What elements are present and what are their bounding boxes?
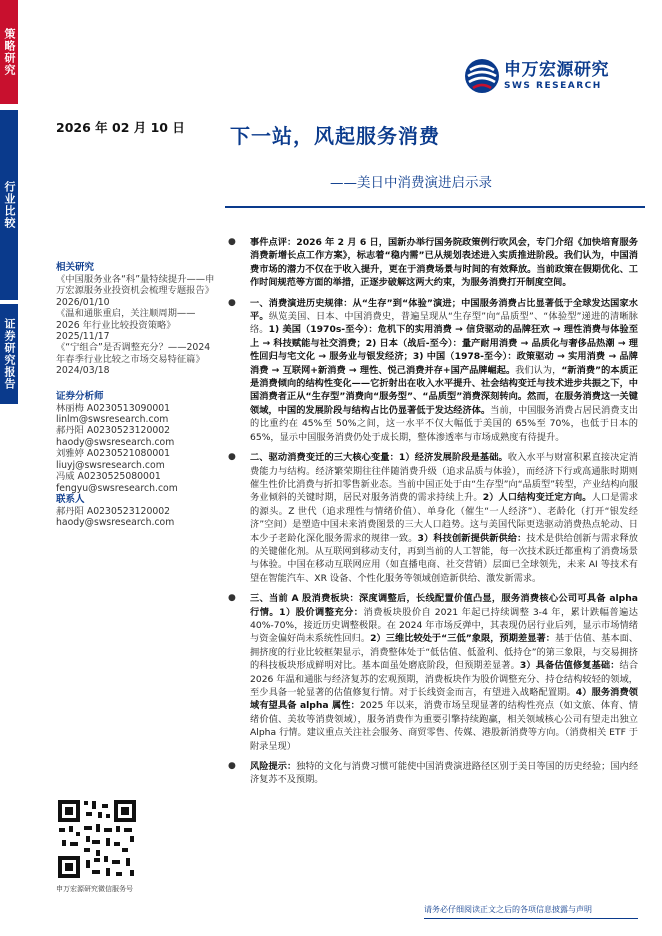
analyst-name: 林丽梅 A0230513090001 bbox=[56, 402, 171, 414]
paragraph-event bbox=[226, 236, 638, 290]
bullet-icon: ● bbox=[228, 297, 236, 308]
bullet-icon: ● bbox=[228, 761, 236, 772]
contact-name: 郝丹阳 A0230523120002 bbox=[56, 505, 171, 517]
company-logo bbox=[464, 56, 644, 96]
report-subtitle: ——美日中消费演进启示录 bbox=[330, 175, 492, 191]
paragraph-text-bold: 风险提示： bbox=[250, 761, 297, 773]
paragraph-text: 纵览美国、日本、中国消费史，普遍呈现从“生存型”向“品质型”、“体验型”递进的清晰脉络。 bbox=[250, 311, 638, 336]
paragraph-text-bold: 1) 美国（1970s-至今）：危机下的实用消费 → 信贷驱动的品牌狂欢 → 理性消费与体验至上 → 科技赋能与社交消费；2) 日本（战后-至今）：量产耐用消费 → 品质化与奢侈品热潮 → 理性回归与宅文化 → 服务业与银发经济；3) 中国（1978-至今）：政策驱动 → 实用消费 → 品牌消费 → 互联网+新消费 → 理性、悦己消费并存+国产品牌崛起。 bbox=[250, 324, 639, 376]
paragraph-text: 当前，中国服务消费占居民消费支出的比重约在 45%至 50%之间，这一水平不仅大幅低于美国的 65%至 70%，也低于日本的 65%，显示中国服务消费仍处于成长期，整体渗透率与市场成熟度有待提升。 bbox=[250, 404, 639, 443]
paragraph-text-bold: 三、当前 A 股消费板块：深度调整后，长线配置价值凸显，服务消费核心公司可具备 alpha 行情。1）股价调整充分： bbox=[250, 593, 638, 618]
qr-caption: 申万宏源研究微信服务号 bbox=[56, 885, 133, 893]
footer-divider bbox=[424, 918, 638, 919]
side-tab-label: 策略研究 bbox=[3, 28, 16, 76]
analyst-name: 冯威 A0230525080001 bbox=[56, 471, 161, 483]
disclaimer-footer[interactable]: 请务必仔细阅读正文之后的各项信息披露与声明 bbox=[424, 905, 592, 914]
bullet-icon: ● bbox=[228, 593, 236, 604]
paragraph-text-bold: “新消费”的本质正是消费倾向的结构性变化——它折射出在收入水平提升、社会结构变迁与技术进步共振之下，中国消费者正从“生存型”消费向“服务型”、“品质型”消费深刻转向。然而，在服务消费这一关键领域，中国的发展阶段与结构占比仍显著低于发达经济体。 bbox=[250, 364, 638, 416]
analyst-email[interactable]: linlm@swsresearch.com bbox=[56, 414, 169, 426]
logo-en-text: SWS RESEARCH bbox=[504, 81, 602, 91]
related-heading: 相关研究 bbox=[56, 262, 95, 273]
paragraph-text: 技术是供给创新与需求释放的关键催化剂。从互联网到移动支付，再到当前的人工智能，每一次技术跃迁都重构了消费场景与体验。中国在移动互联网应用（如直播电商、社交营销）层面已全球领先，未来 AI 等技术有望在智能汽车、XR 设备、个性化服务等领域创造新供给、激发新需求。 bbox=[250, 532, 638, 584]
bullet-icon: ● bbox=[228, 237, 236, 247]
paragraph-risk bbox=[226, 760, 638, 787]
paragraph-text-bold: 二、驱动消费变迁的三大核心变量：1）经济发展阶段是基础。 bbox=[250, 452, 508, 464]
paragraph-text: 收入水平与财富积累直接决定消费能力与结构。经济繁荣期往往伴随消费升级（追求品质与体验），而经济下行或高通胀时期则催生性价比消费与折扣零售新业态。当前中国正处于由“生存型”向“品质型”转型，产业结构向服务业倾斜的关键时期，居民对服务消费的需求持续上升。 bbox=[250, 452, 638, 504]
paragraph-ashare bbox=[226, 592, 638, 753]
bullet-icon: ● bbox=[228, 452, 236, 463]
paragraph-history bbox=[226, 297, 638, 444]
paragraph-text-bold: 3）科技创新提供新供给： bbox=[417, 532, 527, 544]
analyst-email[interactable]: fengyu@swsresearch.com bbox=[56, 482, 178, 494]
paragraph-text-bold: 2）三维比较处于“三低”象限，预期差显著： bbox=[370, 633, 555, 645]
side-tab-industry bbox=[0, 110, 18, 300]
paragraph-text: 2025 年以来，消费市场呈现显著的结构性亮点（如文旅、体育、情绪价值、美妆等消费领域），服务消费作为重要引擎持续跑赢，相关领域核心公司有望走出独立 Alpha 行情。建议重点关注社会服务、商贸零售、传媒、港股新消费等方向。（消费相关 ETF 于附录呈现） bbox=[250, 700, 638, 752]
paragraph-text-bold: 3）具备估值修复基础： bbox=[519, 660, 620, 672]
report-date: 2026 年 02 月 10 日 bbox=[56, 120, 185, 135]
report-title: 下一站，风起服务消费 bbox=[230, 124, 440, 148]
analyst-email[interactable]: liuyj@swsresearch.com bbox=[56, 459, 165, 471]
title-divider bbox=[225, 206, 645, 208]
side-tab-label: 证券研究报告 bbox=[3, 318, 16, 390]
related-item[interactable]: 《“宁组合”是否调整充分？——2024 年春季行业比较之市场交易特征篇》 2024/03/18 bbox=[56, 342, 211, 377]
sidebar-info bbox=[56, 262, 216, 529]
paragraph-text: 结合 2026 年温和通胀与经济复苏的宏观预期，消费板块作为股价调整充分、持仓结构较轻的领域，至少具备一轮显著的估值修复行情。对于长线资金而言，有望进入战略配置期。 bbox=[250, 660, 639, 698]
paragraph-text: 独特的文化与消费习惯可能使中国消费演进路径区别于美日等国的历史经验；国内经济复苏不及预期。 bbox=[250, 761, 639, 786]
paragraph-text-bold: 一、消费演进历史规律：从“生存”到“体验”演进；中国服务消费占比显著低于全球发达国家水平。 bbox=[250, 297, 638, 323]
sws-logo-icon bbox=[464, 58, 500, 94]
side-tab-strategy bbox=[0, 0, 18, 104]
analyst-email[interactable]: haody@swsresearch.com bbox=[56, 436, 175, 448]
paragraph-text-bold: 4）服务消费领域有望具备 alpha 属性： bbox=[250, 687, 638, 712]
analyst-name: 郝丹阳 A0230523120002 bbox=[56, 425, 171, 437]
paragraph-text: 人口是需求的源头。Z 世代（追求理性与情绪价值）、单身化（催生“一人经济”）、老龄化（打开“银发经济”空间）是塑造中国未来消费图景的三大人口趋势。这与美国代际更迭驱动消费热点轮动、日本少子老龄化深化服务需求的规律一致。 bbox=[250, 492, 638, 544]
qr-code-icon bbox=[56, 798, 138, 880]
contact-email[interactable]: haody@swsresearch.com bbox=[56, 517, 175, 529]
logo-cn-text: 申万宏源研究 bbox=[504, 60, 609, 80]
paragraph-drivers bbox=[226, 451, 638, 585]
side-tab-label: 行业比较 bbox=[3, 181, 16, 229]
paragraph-text: 我们认为， bbox=[515, 364, 562, 376]
paragraph-text-bold: 事件点评：2026 年 2 月 6 日，国新办举行国务院政策例行吹风会，专门介绍《加快培育服务消费新增长点工作方案》，标志着“稳内需”已从规划表述进入实质推进阶段。我们认为，中国消费市场的潜力不仅在于收入提升，更在于消费场景与时间的有效释放。当前政策在假期优化、工作时间规范等方面的举措，正逐步破解这两大约束，为服务消费打开制度空间。 bbox=[250, 237, 638, 289]
contact-heading: 联系人 bbox=[56, 493, 85, 505]
side-tab-report bbox=[0, 304, 18, 404]
analysts-heading: 证券分析师 bbox=[56, 390, 104, 402]
analyst-name: 刘雅婷 A0230521080001 bbox=[56, 448, 171, 460]
paragraph-text: 消费板块股价自 2021 年起已持续调整 3-4 年，累计跌幅普遍达 40%-70%，接近历史调整极限。在 2024 年市场反弹中，其表现仍居行业后列，显示市场情绪与资金偏好尚未系统性回归。 bbox=[250, 606, 638, 645]
paragraph-text-bold: 2）人口结构变迁定方向。 bbox=[482, 492, 592, 504]
main-content bbox=[226, 236, 638, 794]
paragraph-text: 基于估值、基本面、拥挤度的行业比较框架显示，消费整体处于“低估值、低盈利、低持仓”的第三象限，与交易拥挤的科技板块形成鲜明对比。基本面虽处磨底阶段，但预期差显著。 bbox=[250, 633, 639, 672]
related-item[interactable]: 《温和通胀重启，关注顺周期——2026 年行业比较投资策略》 2025/11/17 bbox=[56, 308, 196, 343]
related-item[interactable]: 《中国服务业各“科”量特续提升——申万宏源服务业投资机会梳理专题报告》 2026/01/10 bbox=[56, 274, 215, 308]
